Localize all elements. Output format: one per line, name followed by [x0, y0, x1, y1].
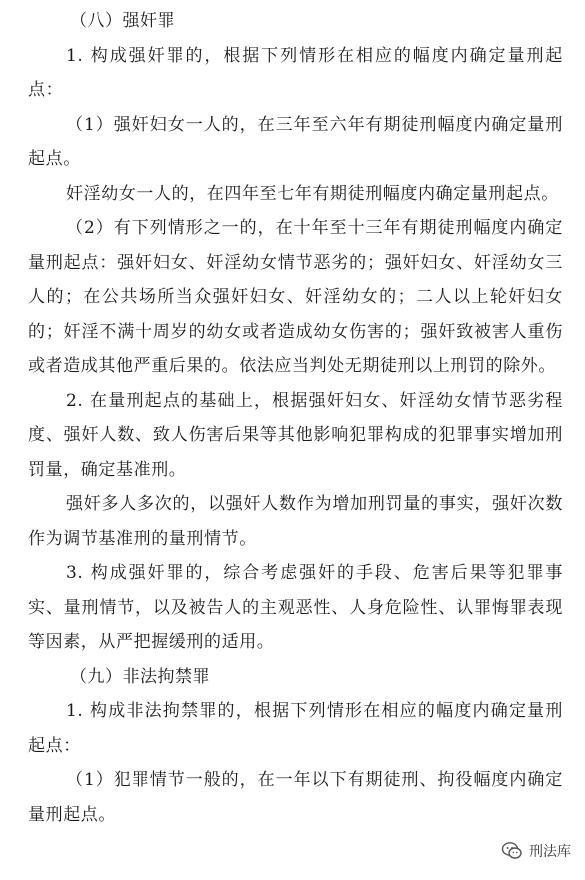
paragraph-detention-1: 1. 构成非法拘禁罪的，根据下列情形在相应的幅度内确定量刑起点：: [28, 701, 563, 756]
section-heading-rape: （八）强奸罪: [70, 11, 175, 31]
paragraph-rape-3: 3. 构成强奸罪的，综合考虑强奸的手段、危害后果等犯罪事实、量刑情节，以及被告人的主观恶性、人身危险性、认罪悔罪表现等因素，从严把握缓刑的适用。: [28, 563, 563, 652]
paragraph-detention-1-1: （1）犯罪情节一般的，在一年以下有期徒刑、拘役幅度内确定量刑起点。: [28, 770, 563, 825]
paragraph-rape-1-1: （1）强奸妇女一人的，在三年至六年有期徒刑幅度内确定量刑起点。: [28, 114, 563, 169]
watermark: [501, 840, 571, 862]
watermark-label: 刑法库: [529, 844, 571, 860]
paragraph-rape-1-2: （2）有下列情形之一的，在十年至十三年有期徒刑幅度内确定量刑起点：强奸妇女、奸淫幼女情节恶劣的；强奸妇女、奸淫幼女三人的；在公共场所当众强奸妇女、奸淫幼女的；二人以上轮奸妇女的；奸淫不满十周岁的幼女或者造成幼女伤害的；强奸致被害人重伤或者造成其他严重后果的。依法应当判处无期徒刑以上刑罚的除外。: [28, 218, 563, 376]
paragraph-rape-2b: 强奸多人多次的，以强奸人数作为增加刑罚量的事实，强奸次数作为调节基准刑的量刑情节。: [28, 494, 563, 549]
wechat-icon: [501, 840, 523, 862]
section-heading-illegal-detention: （九）非法拘禁罪: [70, 666, 210, 687]
paragraph-rape-2: 2. 在量刑起点的基础上，根据强奸妇女、奸淫幼女情节恶劣程度、强奸人数、致人伤害后果等其他影响犯罪构成的犯罪事实增加刑罚量，确定基准刑。: [28, 390, 563, 480]
paragraph-rape-1-1b: 奸淫幼女一人的，在四年至七年有期徒刑幅度内确定量刑起点。: [66, 183, 559, 204]
paragraph-rape-1: 1. 构成强奸罪的，根据下列情形在相应的幅度内确定量刑起点：: [28, 45, 563, 100]
